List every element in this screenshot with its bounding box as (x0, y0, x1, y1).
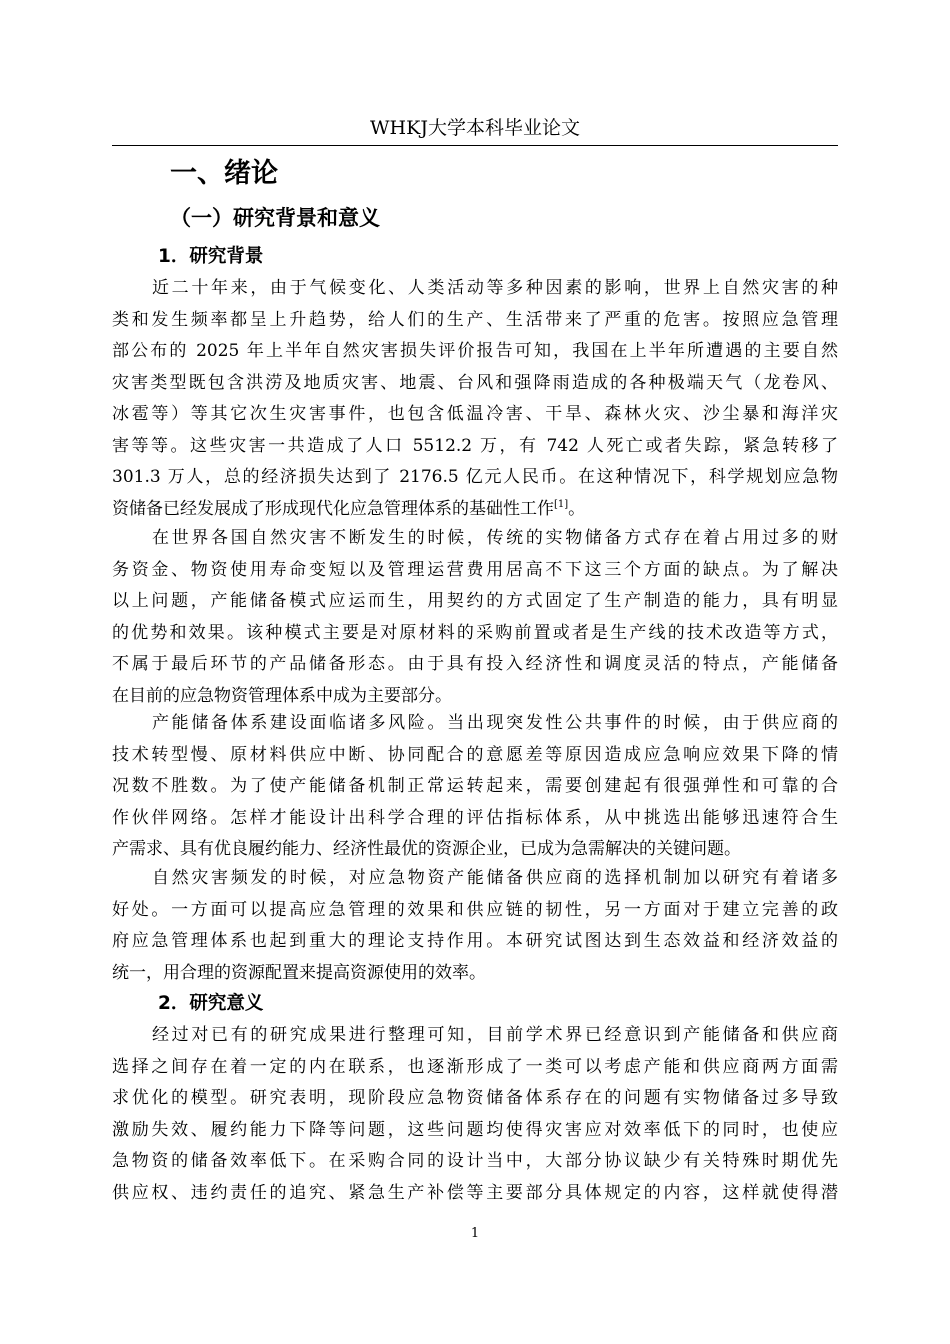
text-line: 在世界各国自然灾害不断发生的时候，传统的实物储备方式存在着占用过多的财 (152, 528, 838, 548)
paragraph-significance-1 (112, 1020, 838, 1209)
text-line: 灾害类型既包含洪涝及地质灾害、地震、台风和强降雨造成的各种极端天气（龙卷风、 (112, 372, 838, 393)
subsection-title-background: 1．研究背景 (158, 246, 264, 267)
text-line: 府应急管理体系也起到重大的理论支持作用。本研究试图达到生态效益和经济效益的 (112, 931, 838, 951)
text-line: 近二十年来，由于气候变化、人类活动等多种因素的影响，世界上自然灾害的种 (152, 278, 838, 298)
text-line: 不属于最后环节的产品储备形态。由于具有投入经济性和调度灵活的特点，产能储备 (112, 654, 838, 674)
text-line: 害等等。这些灾害一共造成了人口 5512.2 万，有 742 人死亡或者失踪，紧急转移了 (112, 435, 838, 456)
text-span: 。 (568, 498, 586, 519)
text-line (112, 494, 838, 526)
text-line: 的优势和效果。该种模式主要是对原材料的采购前置或者是生产线的技术改造等方式， (112, 622, 838, 643)
text-line: 务资金、物资使用寿命变短以及管理运营费用居高不下这三个方面的缺点。为了解决 (112, 559, 838, 580)
paragraph-background-1 (112, 273, 838, 525)
text-line: 经过对已有的研究成果进行整理可知，目前学术界已经意识到产能储备和供应商 (152, 1025, 838, 1045)
text-line: 301.3 万人，总的经济损失达到了 2176.5 亿元人民币。在这种情况下，科学规划应急物 (112, 467, 838, 487)
subsection-title-significance: 2．研究意义 (158, 993, 264, 1014)
text-line: 求优化的模型。研究表明，现阶段应急物资储备体系存在的问题有实物储备过多导致 (112, 1088, 838, 1108)
paragraph-background-3 (112, 708, 838, 866)
citation-ref: [1] (554, 498, 569, 510)
text-line: 冰雹等）等其它次生灾害事件，也包含低温冷害、干旱、森林火灾、沙尘暴和海洋灾 (112, 404, 838, 424)
text-line: 急物资的储备效率低下。在采购合同的设计当中，大部分协议缺少有关特殊时期优先 (112, 1151, 838, 1171)
text-line: 产能储备体系建设面临诸多风险。当出现突发性公共事件的时候，由于供应商的 (152, 713, 838, 733)
text-line: 况数不胜数。为了使产能储备机制正常运转起来，需要创建起有很强弹性和可靠的合 (112, 776, 838, 796)
paragraph-background-2 (112, 523, 838, 712)
text-line: 以上问题，产能储备模式应运而生，用契约的方式固定了生产制造的能力，具有明显 (112, 591, 838, 611)
text-line: 在目前的应急物资管理体系中成为主要部分。 (112, 685, 452, 706)
text-line: 自然灾害频发的时候，对应急物资产能储备供应商的选择机制加以研究有着诸多 (152, 868, 838, 888)
text-line: 供应权、违约责任的追究、紧急生产补偿等主要部分具体规定的内容，这样就使得潜 (112, 1182, 838, 1203)
text-line: 统一，用合理的资源配置来提高资源使用的效率。 (112, 962, 486, 983)
chapter-title: 一、绪论 (170, 158, 278, 189)
running-header: WHKJ大学本科毕业论文 (370, 117, 580, 139)
header-rule (112, 145, 838, 146)
section-title: （一）研究背景和意义 (170, 206, 380, 230)
text-line: 类和发生频率都呈上升趋势，给人们的生产、生活带来了严重的危害。按照应急管理 (112, 309, 838, 330)
text-line: 产需求、具有优良履约能力、经济性最优的资源企业，已成为急需解决的关键问题。 (112, 839, 741, 859)
text-line: 作伙伴网络。怎样才能设计出科学合理的评估指标体系，从中挑选出能够迅速符合生 (112, 807, 838, 828)
paragraph-background-4 (112, 863, 838, 989)
text-line: 好处。一方面可以提高应急管理的效果和供应链的韧性，另一方面对于建立完善的政 (112, 899, 838, 920)
text-line: 激励失效、履约能力下降等问题，这些问题均使得灾害应对效率低下的同时，也使应 (112, 1119, 838, 1140)
text-span: 资储备已经发展成了形成现代化应急管理体系的基础性工作 (112, 498, 554, 519)
text-line: 部公布的 2025 年上半年自然灾害损失评价报告可知，我国在上半年所遭遇的主要自然 (112, 341, 838, 361)
page-number: 1 (470, 1226, 480, 1241)
text-line: 技术转型慢、原材料供应中断、协同配合的意愿差等原因造成应急响应效果下降的情 (112, 744, 838, 765)
text-line: 选择之间存在着一定的内在联系，也逐渐形成了一类可以考虑产能和供应商两方面需 (112, 1056, 838, 1077)
